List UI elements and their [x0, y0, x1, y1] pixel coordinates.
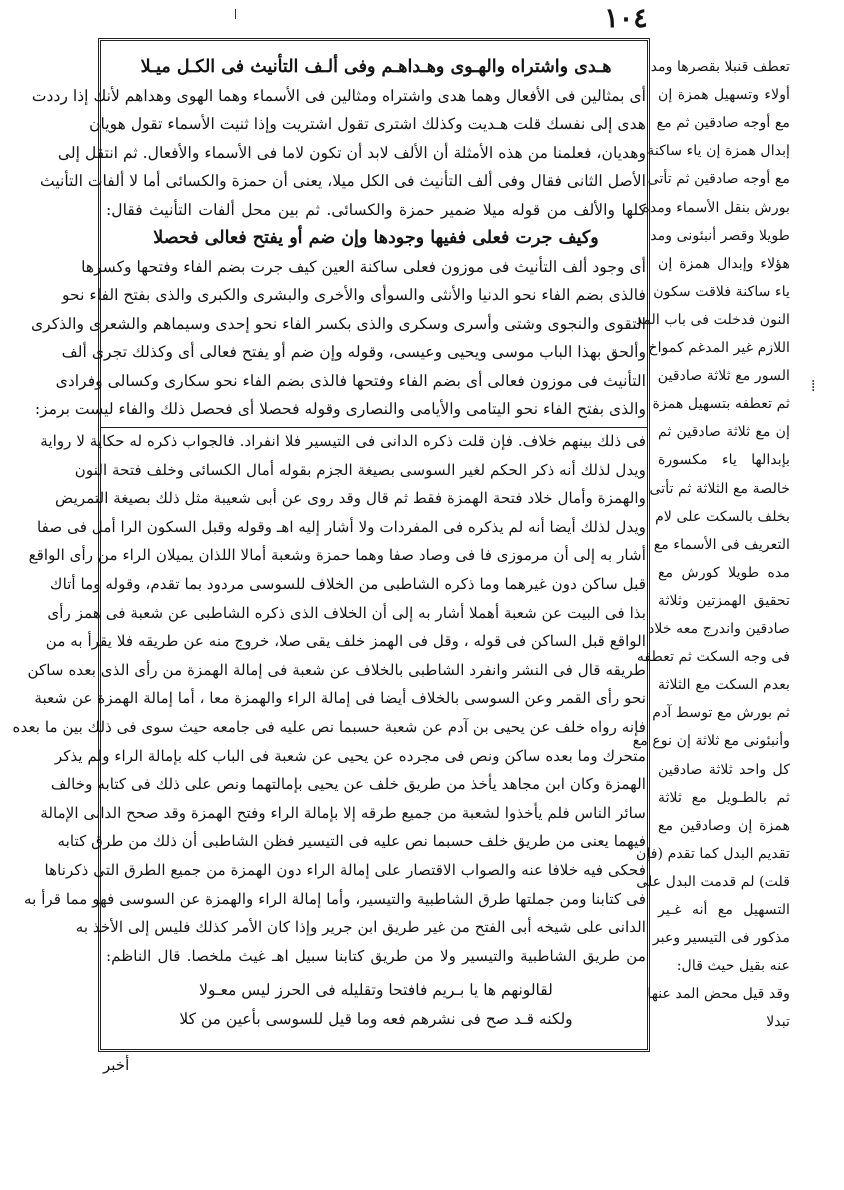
text-line: الأصل الثانى فقال وفى ألف التأنيث فى الكل ميلا، يعنى أن حمزة والكسائى أما لا ألفات التأنيث: [40, 172, 646, 190]
margin-line: مده طويلا كورش مع: [658, 564, 790, 581]
text-line: الواقع قبل الساكن فى قوله ، وقل فى الهمز خلف يقى صلا، خروج منه عن طريقه فلا يقرأ به من: [45, 632, 646, 651]
text-line: هدى إلى نفسك قلت هـديت وكذلك اشترى تقول اشتريت وإذا ثنيت الأسماء تقول هويان: [89, 115, 646, 133]
margin-line: هؤلاء وإبدال همزة إن: [658, 255, 790, 272]
text-line: التأنيث فى موزون فعالى أى بضم الفاء وفتحها فالذى بضم الفاء نحو سكارى وكسالى وفرادى: [55, 371, 646, 390]
margin-line: تقديم البدل كما تقدم (فإن: [636, 845, 790, 862]
margin-line: ثم تعطفه بتسهيل همزة: [652, 396, 790, 413]
margin-line: تبدلا: [766, 1014, 790, 1031]
margin-line: بخلف بالسكت على لام: [655, 508, 790, 525]
verse-line: ولكنه قـد صح فى نشرهم فعه وما قيل للسوسى بأعين من كلا: [179, 1010, 573, 1028]
margin-line: طويلا وقصر أنبئونى ومد: [650, 227, 790, 244]
margin-line: مع أوجه صادقين ثم تأتى: [647, 171, 790, 188]
text-line: التقوى والنجوى وشتى وأسرى وسكرى والذى بكسر الفاء نحو إحدى وسيماهم والشعرى والذكرى: [30, 314, 646, 333]
text-line: والهمزة وأمال خلاد فتحة الهمزة فقط ثم قال وقد روى عن أبى شعيبة مثل ذلك بصيغة التمريض: [55, 489, 646, 508]
margin-line: بعدم السكت مع الثلاثة: [658, 677, 790, 694]
text-line: سائر الناس فلم يأخذوا لشعبة من جميع طرقه إلا بإمالة الراء وفتح الهمزة وقد صحح الدانى الإمالة: [40, 803, 646, 822]
margin-line: تحقيق الهمزتين وثلاثة: [658, 592, 790, 609]
margin-line: ثم بورش مع توسط آدم: [652, 705, 790, 722]
margin-line: اللازم غير المدغم كمواخ: [648, 340, 790, 356]
margin-line: السور مع ثلاثة صادقين: [657, 368, 790, 385]
text-line: فحكى فيه خلافا عنه والصواب الاقتصار على إمالة الراء دون الهمزة من جميع الطرق التى ذكرناها: [44, 861, 646, 879]
text-line: والذى بفتح الفاء نحو اليتامى والأيامى والنصارى وقوله فحصلا أى فحصل ذلك والفاء ليست برمز:: [34, 400, 646, 418]
verse-line: لقالونهم ها يا بـريم فافتحا وتقليله فى الحرز ليس معـولا: [199, 981, 553, 1000]
margin-line: وقد قيل محض المد عنها: [647, 986, 790, 1003]
margin-line: عنه بقيل حيث قال:: [676, 958, 790, 975]
margin-line: صادقين واندرج معه خلاد: [648, 621, 790, 637]
margin-line: تعطف قنبلا بقصرها ومد: [650, 59, 790, 75]
margin-line: التسهيل مع أنه غـير: [658, 902, 790, 918]
text-line: فى ذلك بينهم خلاف. فإن قلت ذكره الدانى فى التيسير فلا انفراد. فالجواب ذكره له حكاية لا رواية: [40, 432, 646, 450]
text-line: أى وجود ألف التأنيث فى موزون فعلى ساكنة العين كيف جرت بضم الفاء وفتحها وكسرها: [81, 257, 646, 276]
header-mark: [235, 9, 236, 19]
page-number: ١٠٤: [604, 3, 648, 34]
text-line: فإنه رواه خلف عن يحيى بن آدم عن شعبة حسبما نص عليه فى جامعه حيث سوى فى ذلك بين ما بعده: [12, 718, 646, 736]
verse-line: وكيف جرت فعلى ففيها وجودها وإن ضم أو يفتح فعالى فحصلا: [153, 228, 599, 248]
margin-line: وأنبئونى مع ثلاثة إن نوع مع: [632, 733, 790, 750]
margin-line: أولاء وتسهيل همزة إن: [658, 87, 790, 104]
text-line: وألحق بهذا الباب موسى ويحيى وعيسى، وقوله وإن ضم أو يفتح فعالى أى وكذلك تجرى ألف: [61, 343, 646, 361]
text-line: طريقه قال فى النشر وانفرد الشاطبى بالخلاف عن شعبة فى إمالة الهمزة من رأى الذى بعده ساكن: [27, 660, 646, 679]
margin-line: التعريف فى الأسماء مع: [653, 536, 790, 553]
text-line: ويدل لذلك أنه ذكر الحكم لغير السوسى بصيغة الجزم بقوله أمال الكسائى وخلف فتحة النون: [74, 460, 646, 479]
margin-line: إن مع ثلاثة صادقين ثم: [658, 424, 790, 441]
text-line: أشار به إلى أن مرموزى فا فى وصاد صفا وهما حمزة وشعبة أمالا اللذان يميلان الراء من رأى الواقع: [28, 546, 646, 565]
text-line: قبل ساكن دون غيرهما وما ذكره الشاطبى من الخلاف للسوسى مردود بما تقدم، وقوله وما أتاك: [50, 575, 646, 593]
text-line: وهديان، فعلمنا من هذه الأمثلة أن الألف لابد أن تكون لاما فى الأسماء والأفعال. ثم انتقل إلى: [57, 143, 646, 162]
text-line: فالذى بضم الفاء نحو الدنيا والأنثى والسوأى والأخرى والبشرى والكبرى والذى بفتح الفاء نحو: [61, 286, 646, 304]
margin-line: بإبدالها ياء مكسورة: [658, 452, 790, 469]
text-line: من طريق الشاطبية والتيسير ولا من طريق كتابنا سبيل اهـ غيث ملخصا. قال الناظم:: [106, 946, 646, 965]
text-line: أى بمثالين فى الأفعال وهما هدى واشتراه ومثالين فى الأسماء وهما الهوى وهداهم لأنك إذا رددت: [31, 86, 646, 105]
margin-line: مع أوجه صادقين ثم مع: [656, 115, 790, 132]
margin-line: ياء ساكنة فلاقت سكون: [653, 283, 790, 300]
text-line: نحو رأى القمر وعن السوسى بالخلاف أيضا فى إمالة الراء والهمزة معا ، أما إمالة الهمزة عن شعبة: [34, 689, 646, 708]
margin-line: خالصة مع الثلاثة ثم تأتى: [649, 480, 790, 497]
margin-line: بورش بنقل الأسماء ومده: [642, 199, 790, 216]
catchword: أخبر: [103, 1056, 130, 1074]
margin-line: إبدال همزة إن ياء ساكنة: [647, 143, 790, 160]
margin-line: كل واحد ثلاثة صادقين: [658, 761, 790, 778]
margin-line: فى وجه السكت ثم تعطفه: [636, 649, 790, 666]
margin-line: النون فدخلت فى باب المد: [635, 311, 790, 328]
margin-line: مذكور فى التيسير وعبر: [652, 930, 790, 947]
text-line: بذا فى البيت عن شعبة أهملا أشار به إلى أن الخلاف الذى ذكره الشاطبى عن شعبة فى همز رأى: [47, 603, 646, 622]
margin-line: قلت) لم قدمت البدل على: [636, 873, 790, 890]
text-line: فيهما يعنى من طريق خلف حسبما نص عليه فى التيسير فظن الشاطبى أن ذلك من طرق كتابه: [57, 832, 646, 851]
text-line: فى كتابنا ومن جملتها طرق الشاطبية والتيسير، وأما إمالة الراء والهمزة عن السوسى فهو مما قرأ به: [24, 889, 646, 908]
frame-divider: [101, 427, 647, 428]
margin-line: همزة إن وصادقين مع: [658, 817, 790, 834]
margin-line: ثم بالطـويل مع ثلاثة: [658, 789, 790, 806]
margin-marker: ⁞: [811, 376, 816, 395]
text-line: الدانى على شيخه أبى الفتح من غير طريق ابن جرير وإذا كان الأمر كذلك فليس إلى الأخذ به: [75, 918, 646, 937]
text-line: متحرك وما بعده ساكن ونص فى مجرده عن يحيى عن شعبة فى الباب كله بإمالة الراء ولم يذكر: [54, 746, 646, 765]
text-line: الهمزة وكان ابن مجاهد يأخذ من طريق خلف عن يحيى بإمالتهما ونص على ذلك فى كتابه وخالف: [50, 775, 646, 794]
verse-line: هـدى واشتراه والهـوى وهـداهـم وفى ألـف التأنيث فى الكـل ميـلا: [140, 57, 612, 77]
text-line: كلها والألف من قوله ميلا ضمير حمزة والكسائى. ثم بين محل ألفات التأنيث فقال:: [106, 200, 646, 219]
text-line: ويدل لذلك أيضا أنه لم يذكره فى المفردات ولا أشار إليه اهـ وقوله وقبل السكون الرا أمل فى صفا: [37, 517, 646, 536]
